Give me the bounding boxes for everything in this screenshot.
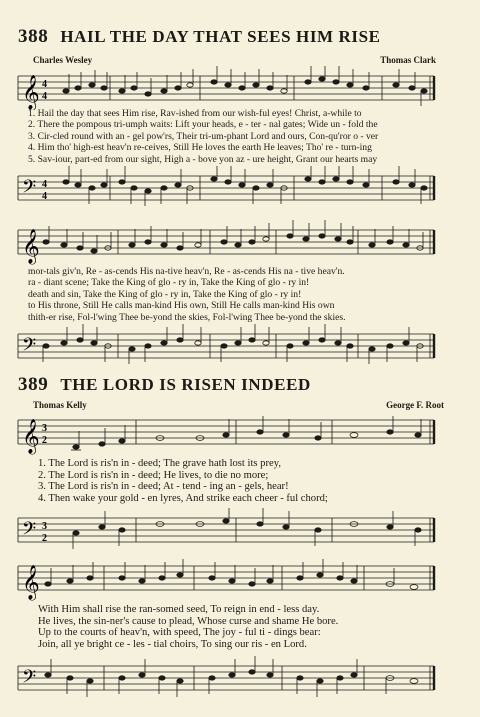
composer-credit: Thomas Clark (380, 55, 436, 65)
hymn-number: 388 (18, 26, 49, 47)
bass-clef-icon: 𝄢 (22, 177, 37, 202)
lyric-line: 4. Then wake your gold - en lyres, And strike each cheer - ful chord; (38, 492, 328, 504)
lyric-line: Up to the courts of heav'n, with speed, The joy - ful ti - dings bear: (38, 627, 321, 639)
hymn-389-verses-part-2 (38, 604, 458, 650)
lyric-line: 3. Cir-cled round with an - gel pow'rs, Their tri-um-phant Lord and ours, Con-qu'ror o - ver (28, 130, 379, 142)
hymn-number: 389 (18, 374, 49, 395)
treble-clef-icon: 𝄞 (22, 75, 40, 110)
lyric-line: 2. The Lord is ris'n in - deed; He lives, to die no more; (38, 469, 269, 481)
svg-text:2: 2 (42, 533, 47, 544)
hymn-title: HAIL THE DAY THAT SEES HIM RISE (60, 27, 381, 46)
hymn-389-verses-part-1 (38, 458, 458, 504)
composer-credit: George F. Root (386, 400, 444, 410)
treble-staff (14, 218, 438, 266)
treble-staff (14, 410, 438, 458)
treble-clef-icon: 𝄞 (22, 565, 40, 600)
svg-text:4: 4 (42, 191, 47, 202)
hymn-title: THE LORD IS RISEN INDEED (60, 375, 311, 394)
lyric-line: 5. Sav-iour, part-ed from our sight, High a - bove yon az - ure height, Grant our hearts may (28, 153, 378, 165)
treble-clef-icon: 𝄞 (22, 419, 40, 454)
treble-staff (14, 66, 438, 110)
bass-clef-icon: 𝄢 (22, 519, 37, 544)
treble-clef-icon: 𝄞 (22, 229, 40, 264)
lyric-line: 1. Hail the day that sees Him rise, Rav-ished from our wish-ful eyes! Christ, a-while to (28, 108, 362, 119)
svg-text:3: 3 (42, 521, 47, 532)
author-credit: Thomas Kelly (33, 400, 87, 410)
lyric-line: mor-tals giv'n, Re - as-cends His na-tive heav'n, Re - as-cends His na - tive heav'n. (28, 266, 345, 277)
lyric-line: death and sin, Take the King of glo - ry in, Take the King of glo - ry in! (28, 288, 302, 300)
svg-text:3: 3 (42, 423, 47, 434)
lyric-line: Join, all ye bright ce - les - tial choirs, To sing our ris - en Lord. (38, 638, 307, 650)
svg-text:2: 2 (42, 435, 47, 446)
bass-clef-icon: 𝄢 (22, 667, 37, 692)
svg-text:4: 4 (42, 79, 47, 90)
bass-staff (14, 508, 438, 554)
bass-staff (14, 324, 438, 368)
bass-staff (14, 166, 438, 210)
lyric-line: 1. The Lord is ris'n in - deed; The grave hath lost its prey, (38, 458, 281, 469)
lyric-line: 4. Him tho' high-est heav'n re-ceives, Still He loves the earth He leaves; Tho' re - turn-ing (28, 142, 372, 154)
svg-text:4: 4 (42, 91, 47, 102)
lyric-line: 3. The Lord is ris'n in - deed; At - tend - ing an - gels, hear! (38, 481, 289, 493)
author-credit: Charles Wesley (33, 55, 93, 65)
lyric-line: 2. There the pompous tri-umph waits: Lift your heads, e - ter - nal gates; Wide un - fold the (28, 119, 378, 131)
bass-clef-icon: 𝄢 (22, 335, 37, 360)
lyric-line: He lives, the sin-ner's cause to plead, Whose curse and shame He bore. (38, 615, 339, 627)
hymn-388-verses-part-1 (28, 108, 448, 165)
lyric-line: to His throne, Still He calls man-kind His own, Still He calls man-kind His own (28, 300, 335, 312)
treble-staff (14, 556, 438, 602)
hymn-388-heading (18, 26, 381, 48)
hymn-388-verses-part-2 (28, 266, 448, 323)
lyric-line: With Him shall rise the ran-somed seed, To reign in end - less day. (38, 604, 320, 615)
hymn-389-heading (18, 374, 311, 396)
lyric-line: thith-er rise, Fol-l'wing Thee be-yond the skies, Fol-l'wing Thee be-yond the skies. (28, 311, 346, 323)
lyric-line: ra - diant scene; Take the King of glo - ry in, Take the King of glo - ry in! (28, 277, 310, 289)
svg-text:4: 4 (42, 179, 47, 190)
bass-staff (14, 654, 438, 704)
